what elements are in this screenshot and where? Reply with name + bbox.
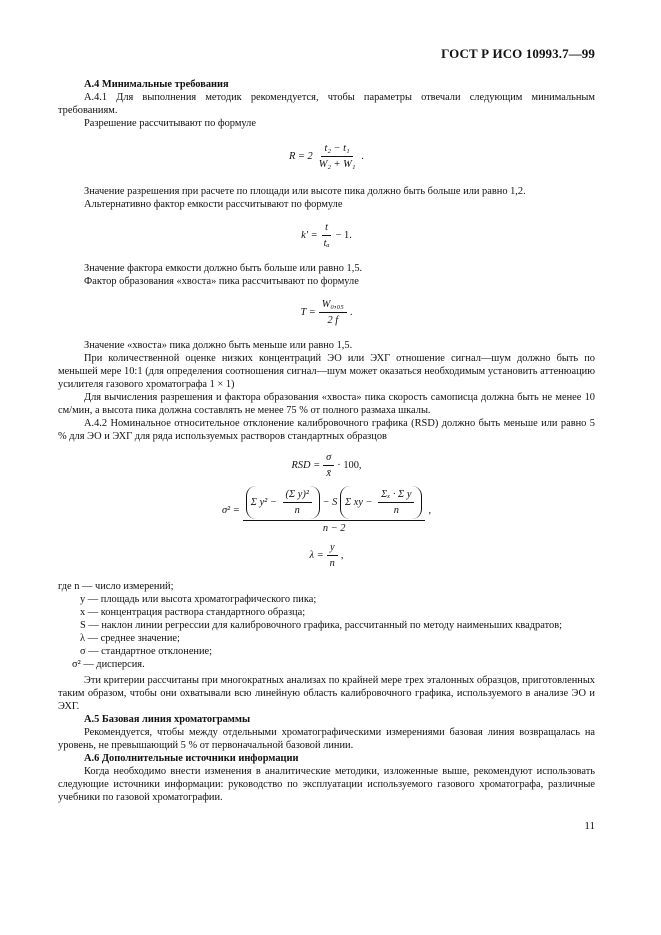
fraction <box>323 451 334 480</box>
denominator: n <box>329 558 335 569</box>
denominator: n − 2 <box>322 523 346 534</box>
denominator: n <box>294 505 300 516</box>
formula-lhs: σ² = <box>221 505 240 516</box>
formula-variance <box>58 486 595 535</box>
formula-tailing-factor <box>58 298 595 327</box>
legend-list <box>58 593 595 671</box>
paragraph: Рекомендуется, чтобы между отдельными хроматографическими измерениями базовая линия возвращалась на уровень, не превышающий 5 % от первоначальной базовой линии. <box>58 727 595 751</box>
formula-mean <box>58 541 595 570</box>
legend-item: σ² — дисперсия. <box>72 659 145 670</box>
paragraph: Фактор образования «хвоста» пика рассчитывают по формуле <box>84 276 359 287</box>
formula-tail: , <box>428 505 432 516</box>
numerator: W₀,₀₅ <box>319 298 347 313</box>
page-number: 11 <box>584 820 595 832</box>
formula-resolution <box>58 142 595 171</box>
paragraph: Разрешение рассчитывают по формуле <box>84 118 256 129</box>
page-body <box>58 78 595 804</box>
formula-tail: . <box>361 151 365 162</box>
formula-lhs: R = 2 <box>288 151 313 162</box>
fraction <box>321 221 333 250</box>
numerator: (Σ y)² <box>283 488 312 503</box>
document-code: ГОСТ Р ИСО 10993.7—99 <box>441 46 595 61</box>
numerator: t <box>322 221 331 236</box>
denominator: W₂ + W₁ <box>318 159 356 170</box>
formula-capacity-factor <box>58 221 595 250</box>
formula-tail: · 100, <box>337 460 362 471</box>
paragraph: Для вычисления разрешения и фактора образования «хвоста» пика скорость самописца должна быть не менее 10 см/мин, а высота пика должна составлять не менее 75 % от полного размаха шкалы. <box>58 392 595 416</box>
legend-intro: где n — число измерений; <box>58 581 174 592</box>
section-title-a5: А.5 Базовая линия хроматограммы <box>84 714 251 725</box>
bracket-group: Σ y² − $\frac{\text{(Σ y)²}}{n}$ <box>246 486 320 519</box>
paragraph: Значение разрешения при расчете по площади или высоте пика должно быть больше или равно 1,2. <box>84 186 526 197</box>
paragraph: А.4.2 Номинальное относительное отклонение калибровочного графика (RSD) должно быть меньше или равно 5 % для ЭО и ЭХГ для ряда используемых растворов стандартных образцов <box>58 418 595 442</box>
numerator: y <box>327 541 338 556</box>
numerator: σ <box>323 451 334 466</box>
bracket-group: Σ xy − $\frac{\text{Σₓ · Σ y}}{n}$ <box>340 486 423 519</box>
legend-item: S — наклон линии регрессии для калибровочного графика, рассчитанный по методу наименьших квадратов; <box>80 620 562 631</box>
formula-lhs: λ = <box>309 550 324 561</box>
paragraph: Значение фактора емкости должно быть больше или равно 1,5. <box>84 263 363 274</box>
fraction <box>327 541 338 570</box>
numerator: t₂ − t₁ <box>321 142 352 157</box>
numerator: Σₓ · Σ y <box>378 488 414 503</box>
formula-rsd <box>58 451 595 480</box>
denominator: 2 f <box>327 315 339 326</box>
denominator: tₐ <box>323 238 330 249</box>
denominator: n <box>393 505 399 516</box>
fraction <box>319 298 347 327</box>
paragraph: Альтернативно фактор емкости рассчитывают по формуле <box>84 199 343 210</box>
fraction <box>378 488 414 517</box>
section-title-a4: А.4 Минимальные требования <box>84 79 229 90</box>
legend-item: λ — среднее значение; <box>80 633 180 644</box>
fraction <box>243 486 426 535</box>
paragraph: Эти критерии рассчитаны при многократных анализах по крайней мере трех эталонных образцов, приготовленных таким образом, чтобы они охватывали всю линейную область калибровочного графика, используемого в анализе ЭО и ЭХГ. <box>58 675 595 712</box>
denominator: x̄ <box>326 468 332 479</box>
paragraph: Когда необходимо внести изменения в аналитические методики, изложенные выше, рекомендуют использовать следующие источники информации: руководство по эксплуатации используемого газового хроматографа, различные учебники по газовой хроматографии. <box>58 766 595 803</box>
fraction <box>316 142 359 171</box>
formula-tail: , <box>340 550 344 561</box>
paragraph: Значение «хвоста» пика должно быть меньше или равно 1,5. <box>84 340 353 351</box>
formula-tail: − 1. <box>335 230 352 241</box>
formula-lhs: k′ = <box>301 230 318 241</box>
legend-item: x — концентрация раствора стандартного образца; <box>80 607 306 618</box>
formula-lhs: T = <box>300 307 316 318</box>
section-title-a6: А.6 Дополнительные источники информации <box>84 753 299 764</box>
formula-tail: . <box>349 307 353 318</box>
legend-item: y — площадь или высота хроматографического пика; <box>80 594 317 605</box>
numerator: Σ y² − $\frac{\text{(Σ y)²}}{n}$ − S Σ xy − $\frac{\text{Σₓ · Σ y}}{n}$ <box>243 486 426 521</box>
paragraph: А.4.1 Для выполнения методик рекомендуется, чтобы параметры отвечали следующим минимальным требованиям. <box>58 92 595 116</box>
legend-item: σ — стандартное отклонение; <box>80 646 213 657</box>
paragraph: При количественной оценке низких концентраций ЭО или ЭХГ отношение сигнал—шум должно быть по меньшей мере 10:1 (для определения соотношения сигнал—шум может оказаться необходимым установить аттенюацию усилителя газового хроматографа 1 × 1) <box>58 353 595 390</box>
fraction <box>283 488 312 517</box>
formula-lhs: RSD = <box>291 460 321 471</box>
